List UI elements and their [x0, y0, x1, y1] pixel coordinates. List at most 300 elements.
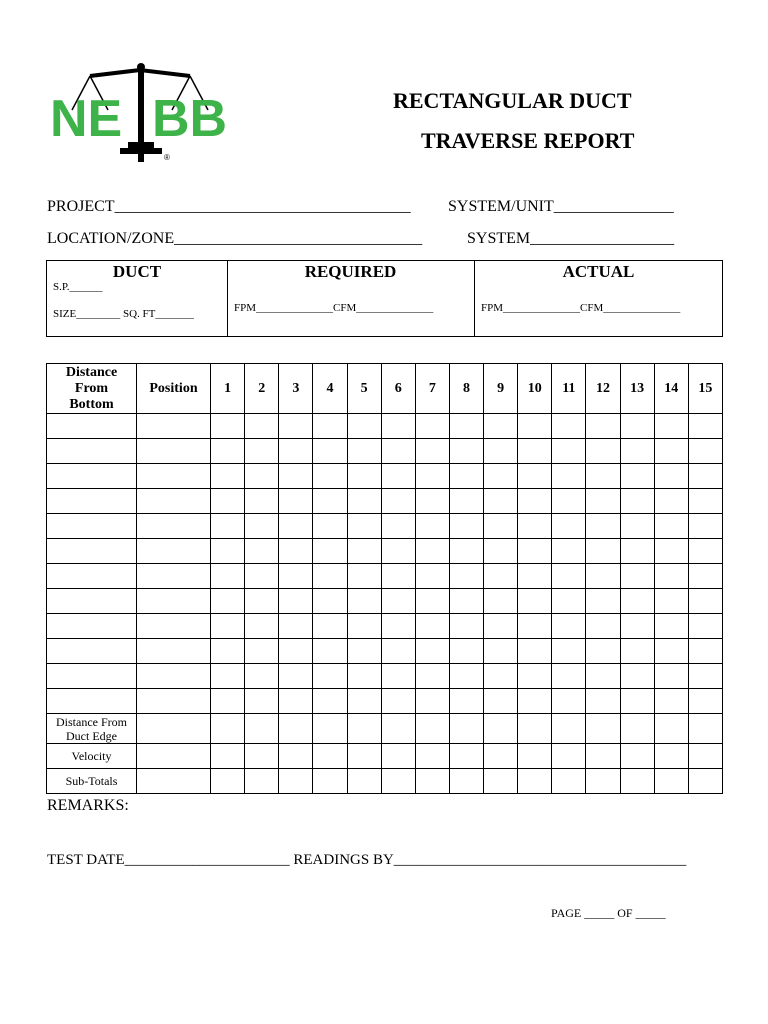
grid-cell[interactable] — [449, 769, 483, 794]
grid-cell[interactable] — [381, 589, 415, 614]
grid-cell[interactable] — [586, 769, 620, 794]
grid-cell[interactable] — [518, 744, 552, 769]
grid-cell[interactable] — [620, 614, 654, 639]
grid-cell[interactable] — [484, 589, 518, 614]
grid-cell[interactable] — [654, 664, 688, 689]
grid-cell[interactable] — [313, 744, 347, 769]
grid-cell[interactable] — [484, 414, 518, 439]
grid-cell[interactable] — [518, 514, 552, 539]
grid-cell[interactable] — [484, 769, 518, 794]
grid-cell[interactable] — [415, 744, 449, 769]
grid-cell[interactable] — [484, 564, 518, 589]
grid-cell[interactable] — [586, 489, 620, 514]
grid-cell[interactable] — [347, 464, 381, 489]
column-header: 8 — [449, 364, 483, 414]
grid-cell[interactable] — [381, 489, 415, 514]
grid-cell[interactable] — [137, 614, 211, 639]
grid-cell[interactable] — [654, 539, 688, 564]
duct-heading: DUCT — [112, 262, 162, 281]
grid-cell[interactable] — [586, 539, 620, 564]
grid-cell[interactable] — [654, 769, 688, 794]
required-heading: REQUIRED — [304, 262, 397, 281]
grid-cell[interactable] — [347, 564, 381, 589]
grid-cell[interactable] — [552, 439, 586, 464]
grid-cell[interactable] — [620, 439, 654, 464]
grid-cell[interactable] — [245, 564, 279, 589]
grid-cell[interactable] — [449, 589, 483, 614]
logo-text-bb: BB — [152, 90, 228, 148]
grid-cell[interactable] — [279, 539, 313, 564]
grid-cell[interactable] — [449, 664, 483, 689]
grid-cell[interactable] — [245, 614, 279, 639]
grid-cell[interactable] — [449, 414, 483, 439]
grid-cell[interactable] — [211, 769, 245, 794]
grid-cell[interactable] — [47, 464, 137, 489]
grid-cell[interactable] — [449, 564, 483, 589]
grid-cell[interactable] — [586, 744, 620, 769]
grid-cell[interactable] — [484, 714, 518, 744]
grid-cell[interactable] — [484, 489, 518, 514]
grid-cell[interactable] — [586, 439, 620, 464]
grid-cell[interactable] — [137, 414, 211, 439]
grid-cell[interactable] — [688, 539, 722, 564]
grid-cell[interactable] — [381, 439, 415, 464]
grid-cell[interactable] — [552, 639, 586, 664]
required-fpm-cfm-field[interactable]: FPM______________CFM______________ — [234, 302, 434, 314]
grid-cell[interactable] — [415, 539, 449, 564]
grid-cell[interactable] — [245, 489, 279, 514]
grid-cell[interactable] — [245, 744, 279, 769]
grid-cell[interactable] — [279, 564, 313, 589]
grid-cell[interactable] — [484, 639, 518, 664]
grid-cell[interactable] — [137, 439, 211, 464]
grid-cell[interactable] — [137, 489, 211, 514]
grid-cell[interactable] — [211, 539, 245, 564]
grid-cell[interactable] — [688, 714, 722, 744]
table-row — [47, 664, 723, 689]
grid-cell[interactable] — [211, 514, 245, 539]
grid-cell[interactable] — [279, 689, 313, 714]
grid-cell[interactable] — [279, 464, 313, 489]
grid-cell[interactable] — [245, 589, 279, 614]
column-header: 14 — [654, 364, 688, 414]
grid-cell[interactable] — [688, 769, 722, 794]
grid-cell[interactable] — [654, 564, 688, 589]
grid-cell[interactable] — [347, 769, 381, 794]
grid-cell[interactable] — [484, 664, 518, 689]
grid-cell[interactable] — [313, 664, 347, 689]
grid-cell[interactable] — [245, 689, 279, 714]
table-row — [47, 564, 723, 589]
grid-cell[interactable] — [654, 744, 688, 769]
grid-cell[interactable] — [347, 439, 381, 464]
grid-cell[interactable] — [688, 664, 722, 689]
grid-cell[interactable] — [688, 439, 722, 464]
grid-cell[interactable] — [347, 539, 381, 564]
grid-cell[interactable] — [47, 614, 137, 639]
grid-cell[interactable] — [449, 464, 483, 489]
grid-cell[interactable] — [484, 514, 518, 539]
grid-cell[interactable] — [381, 714, 415, 744]
grid-cell[interactable] — [484, 614, 518, 639]
grid-cell[interactable] — [137, 564, 211, 589]
grid-cell[interactable] — [518, 464, 552, 489]
grid-cell[interactable] — [654, 689, 688, 714]
grid-cell[interactable] — [449, 689, 483, 714]
grid-cell[interactable] — [620, 714, 654, 744]
grid-cell[interactable] — [313, 464, 347, 489]
grid-cell[interactable] — [449, 639, 483, 664]
grid-cell[interactable] — [620, 514, 654, 539]
grid-cell[interactable] — [347, 614, 381, 639]
grid-cell[interactable] — [415, 439, 449, 464]
grid-cell[interactable] — [586, 639, 620, 664]
grid-cell[interactable] — [245, 769, 279, 794]
grid-cell[interactable] — [688, 464, 722, 489]
grid-cell[interactable] — [381, 514, 415, 539]
grid-cell[interactable] — [484, 464, 518, 489]
grid-cell[interactable] — [518, 414, 552, 439]
grid-cell[interactable] — [449, 489, 483, 514]
grid-cell[interactable] — [245, 514, 279, 539]
grid-cell[interactable] — [552, 664, 586, 689]
grid-cell[interactable] — [552, 589, 586, 614]
grid-cell[interactable] — [211, 564, 245, 589]
grid-cell[interactable] — [415, 614, 449, 639]
grid-cell[interactable] — [449, 514, 483, 539]
grid-cell[interactable] — [313, 414, 347, 439]
column-header: 13 — [620, 364, 654, 414]
grid-cell[interactable] — [620, 464, 654, 489]
grid-cell[interactable] — [518, 689, 552, 714]
system-unit-field[interactable]: SYSTEM/UNIT_______________ — [448, 198, 674, 215]
column-header: 4 — [313, 364, 347, 414]
actual-fpm-cfm-field[interactable]: FPM______________CFM______________ — [481, 302, 681, 314]
column-header: 7 — [415, 364, 449, 414]
grid-cell[interactable] — [552, 489, 586, 514]
table-row — [47, 539, 723, 564]
grid-cell[interactable] — [347, 689, 381, 714]
grid-cell[interactable] — [688, 689, 722, 714]
grid-cell[interactable] — [137, 539, 211, 564]
grid-cell[interactable] — [47, 539, 137, 564]
grid-cell[interactable] — [381, 664, 415, 689]
grid-cell[interactable] — [518, 639, 552, 664]
grid-cell[interactable] — [688, 414, 722, 439]
grid-cell[interactable] — [279, 414, 313, 439]
grid-cell[interactable] — [552, 769, 586, 794]
summary-row — [47, 744, 723, 769]
scales-icon — [50, 62, 230, 172]
grid-cell[interactable] — [654, 589, 688, 614]
grid-cell[interactable] — [381, 689, 415, 714]
grid-cell[interactable] — [279, 714, 313, 744]
grid-cell[interactable] — [381, 769, 415, 794]
duct-info-box — [46, 260, 723, 337]
grid-cell[interactable] — [313, 714, 347, 744]
grid-cell[interactable] — [211, 414, 245, 439]
grid-cell[interactable] — [347, 414, 381, 439]
grid-cell[interactable] — [381, 744, 415, 769]
grid-cell[interactable] — [47, 514, 137, 539]
grid-cell[interactable] — [415, 639, 449, 664]
grid-cell[interactable] — [245, 639, 279, 664]
grid-cell[interactable] — [313, 564, 347, 589]
grid-cell[interactable] — [313, 639, 347, 664]
grid-cell[interactable] — [620, 639, 654, 664]
sp-field[interactable]: S.P.______ — [53, 281, 103, 293]
grid-cell[interactable] — [586, 664, 620, 689]
grid-cell[interactable] — [654, 514, 688, 539]
column-header: 10 — [518, 364, 552, 414]
page-number-field[interactable]: PAGE _____ OF _____ — [551, 906, 666, 920]
grid-cell[interactable] — [279, 589, 313, 614]
grid-cell[interactable] — [137, 464, 211, 489]
grid-cell[interactable] — [518, 439, 552, 464]
test-date-readings-by-field[interactable]: TEST DATE______________________ READINGS BY_______________________________________ — [47, 852, 687, 868]
traverse-grid — [46, 363, 723, 794]
grid-cell[interactable] — [484, 539, 518, 564]
grid-cell[interactable] — [313, 769, 347, 794]
grid-cell[interactable] — [245, 664, 279, 689]
grid-cell[interactable] — [245, 714, 279, 744]
grid-cell[interactable] — [381, 614, 415, 639]
grid-cell[interactable] — [688, 639, 722, 664]
grid-cell[interactable] — [586, 714, 620, 744]
grid-cell[interactable] — [381, 464, 415, 489]
grid-cell[interactable] — [137, 689, 211, 714]
grid-cell[interactable] — [415, 769, 449, 794]
grid-cell[interactable] — [137, 589, 211, 614]
grid-cell[interactable] — [688, 564, 722, 589]
grid-cell[interactable] — [620, 489, 654, 514]
grid-cell[interactable] — [552, 689, 586, 714]
grid-cell[interactable] — [449, 714, 483, 744]
grid-cell[interactable] — [211, 714, 245, 744]
grid-cell[interactable] — [415, 564, 449, 589]
grid-cell[interactable] — [586, 689, 620, 714]
grid-cell[interactable] — [137, 714, 211, 744]
table-row — [47, 439, 723, 464]
grid-cell[interactable] — [313, 614, 347, 639]
grid-cell[interactable] — [211, 614, 245, 639]
grid-cell[interactable] — [279, 489, 313, 514]
grid-cell[interactable] — [484, 689, 518, 714]
grid-cell[interactable] — [415, 714, 449, 744]
table-row — [47, 589, 723, 614]
grid-cell[interactable] — [654, 464, 688, 489]
grid-cell[interactable] — [381, 639, 415, 664]
grid-cell[interactable] — [347, 639, 381, 664]
grid-cell[interactable] — [347, 714, 381, 744]
grid-cell[interactable] — [620, 564, 654, 589]
grid-cell[interactable] — [347, 744, 381, 769]
grid-cell[interactable] — [620, 539, 654, 564]
summary-row-label: Sub-Totals — [47, 769, 137, 794]
grid-cell[interactable] — [211, 489, 245, 514]
grid-cell[interactable] — [245, 539, 279, 564]
grid-cell[interactable] — [415, 664, 449, 689]
grid-cell[interactable] — [552, 414, 586, 439]
grid-cell[interactable] — [347, 489, 381, 514]
grid-cell[interactable] — [47, 639, 137, 664]
grid-cell[interactable] — [313, 514, 347, 539]
grid-cell[interactable] — [211, 439, 245, 464]
grid-cell[interactable] — [347, 664, 381, 689]
page-title-line2: TRAVERSE REPORT — [421, 128, 635, 153]
grid-cell[interactable] — [586, 614, 620, 639]
grid-cell[interactable] — [47, 439, 137, 464]
grid-cell[interactable] — [381, 564, 415, 589]
grid-cell[interactable] — [552, 564, 586, 589]
grid-cell[interactable] — [449, 744, 483, 769]
grid-cell[interactable] — [211, 744, 245, 769]
grid-cell[interactable] — [654, 489, 688, 514]
grid-cell[interactable] — [313, 589, 347, 614]
grid-cell[interactable] — [279, 439, 313, 464]
grid-cell[interactable] — [586, 514, 620, 539]
grid-cell[interactable] — [415, 514, 449, 539]
grid-cell[interactable] — [47, 564, 137, 589]
grid-cell[interactable] — [654, 639, 688, 664]
grid-cell[interactable] — [688, 614, 722, 639]
grid-cell[interactable] — [620, 414, 654, 439]
grid-cell[interactable] — [211, 639, 245, 664]
table-row — [47, 514, 723, 539]
grid-cell[interactable] — [381, 539, 415, 564]
grid-cell[interactable] — [484, 439, 518, 464]
grid-cell[interactable] — [47, 589, 137, 614]
grid-header-row — [47, 364, 723, 414]
remarks-label: REMARKS: — [47, 797, 129, 814]
grid-cell[interactable] — [245, 464, 279, 489]
registered-mark: ® — [164, 153, 170, 162]
grid-cell[interactable] — [552, 714, 586, 744]
grid-cell[interactable] — [518, 714, 552, 744]
grid-cell[interactable] — [518, 769, 552, 794]
column-header: 2 — [245, 364, 279, 414]
grid-cell[interactable] — [137, 639, 211, 664]
grid-cell[interactable] — [313, 489, 347, 514]
grid-cell[interactable] — [137, 514, 211, 539]
grid-cell[interactable] — [245, 414, 279, 439]
summary-row — [47, 714, 723, 744]
grid-cell[interactable] — [313, 539, 347, 564]
distance-from-bottom-header: Distance From Bottom — [47, 364, 137, 414]
grid-cell[interactable] — [586, 464, 620, 489]
grid-cell[interactable] — [654, 439, 688, 464]
grid-cell[interactable] — [518, 564, 552, 589]
table-row — [47, 489, 723, 514]
grid-cell[interactable] — [47, 664, 137, 689]
grid-cell[interactable] — [211, 464, 245, 489]
grid-cell[interactable] — [449, 439, 483, 464]
grid-cell[interactable] — [586, 564, 620, 589]
grid-cell[interactable] — [620, 744, 654, 769]
duct-section — [47, 261, 228, 336]
grid-cell[interactable] — [211, 689, 245, 714]
grid-cell[interactable] — [654, 614, 688, 639]
grid-cell[interactable] — [620, 769, 654, 794]
grid-cell[interactable] — [279, 614, 313, 639]
grid-cell[interactable] — [347, 589, 381, 614]
actual-section — [475, 261, 722, 336]
grid-cell[interactable] — [586, 414, 620, 439]
grid-cell[interactable] — [688, 489, 722, 514]
grid-cell[interactable] — [47, 414, 137, 439]
grid-cell[interactable] — [518, 664, 552, 689]
grid-cell[interactable] — [518, 539, 552, 564]
column-header: 15 — [688, 364, 722, 414]
grid-cell[interactable] — [518, 614, 552, 639]
system-field[interactable]: SYSTEM__________________ — [463, 230, 675, 247]
grid-cell[interactable] — [415, 489, 449, 514]
location-zone-field[interactable]: LOCATION/ZONE_______________________________ — [47, 230, 423, 247]
actual-heading: ACTUAL — [562, 262, 635, 281]
grid-cell[interactable] — [654, 414, 688, 439]
grid-cell[interactable] — [552, 614, 586, 639]
grid-cell[interactable] — [137, 769, 211, 794]
grid-cell[interactable] — [137, 664, 211, 689]
grid-cell[interactable] — [279, 639, 313, 664]
grid-cell[interactable] — [415, 689, 449, 714]
grid-cell[interactable] — [620, 689, 654, 714]
grid-cell[interactable] — [688, 744, 722, 769]
grid-cell[interactable] — [449, 614, 483, 639]
grid-cell[interactable] — [620, 664, 654, 689]
grid-cell[interactable] — [279, 514, 313, 539]
grid-cell[interactable] — [279, 744, 313, 769]
grid-cell[interactable] — [313, 439, 347, 464]
grid-cell[interactable] — [688, 514, 722, 539]
grid-cell[interactable] — [518, 489, 552, 514]
grid-cell[interactable] — [552, 514, 586, 539]
grid-cell[interactable] — [245, 439, 279, 464]
grid-cell[interactable] — [518, 589, 552, 614]
grid-cell[interactable] — [484, 744, 518, 769]
project-field[interactable]: PROJECT_____________________________________ — [47, 198, 411, 215]
size-field[interactable]: SIZE________ SQ. FT_______ — [53, 308, 194, 320]
grid-cell[interactable] — [552, 464, 586, 489]
nebb-logo — [50, 62, 230, 172]
grid-cell[interactable] — [279, 769, 313, 794]
grid-cell[interactable] — [415, 464, 449, 489]
required-section — [227, 261, 475, 336]
grid-cell[interactable] — [552, 539, 586, 564]
grid-cell[interactable] — [415, 589, 449, 614]
grid-cell[interactable] — [449, 539, 483, 564]
grid-cell[interactable] — [211, 589, 245, 614]
grid-cell[interactable] — [347, 514, 381, 539]
grid-cell[interactable] — [688, 589, 722, 614]
grid-cell[interactable] — [211, 664, 245, 689]
grid-cell[interactable] — [620, 589, 654, 614]
grid-cell[interactable] — [586, 589, 620, 614]
grid-cell[interactable] — [47, 489, 137, 514]
grid-cell[interactable] — [654, 714, 688, 744]
position-header: Position — [137, 364, 211, 414]
grid-cell[interactable] — [137, 744, 211, 769]
grid-cell[interactable] — [415, 414, 449, 439]
grid-cell[interactable] — [381, 414, 415, 439]
grid-cell[interactable] — [313, 689, 347, 714]
grid-cell[interactable] — [279, 664, 313, 689]
table-row — [47, 614, 723, 639]
column-header: 1 — [211, 364, 245, 414]
grid-cell[interactable] — [47, 689, 137, 714]
table-row — [47, 464, 723, 489]
grid-cell[interactable] — [552, 744, 586, 769]
